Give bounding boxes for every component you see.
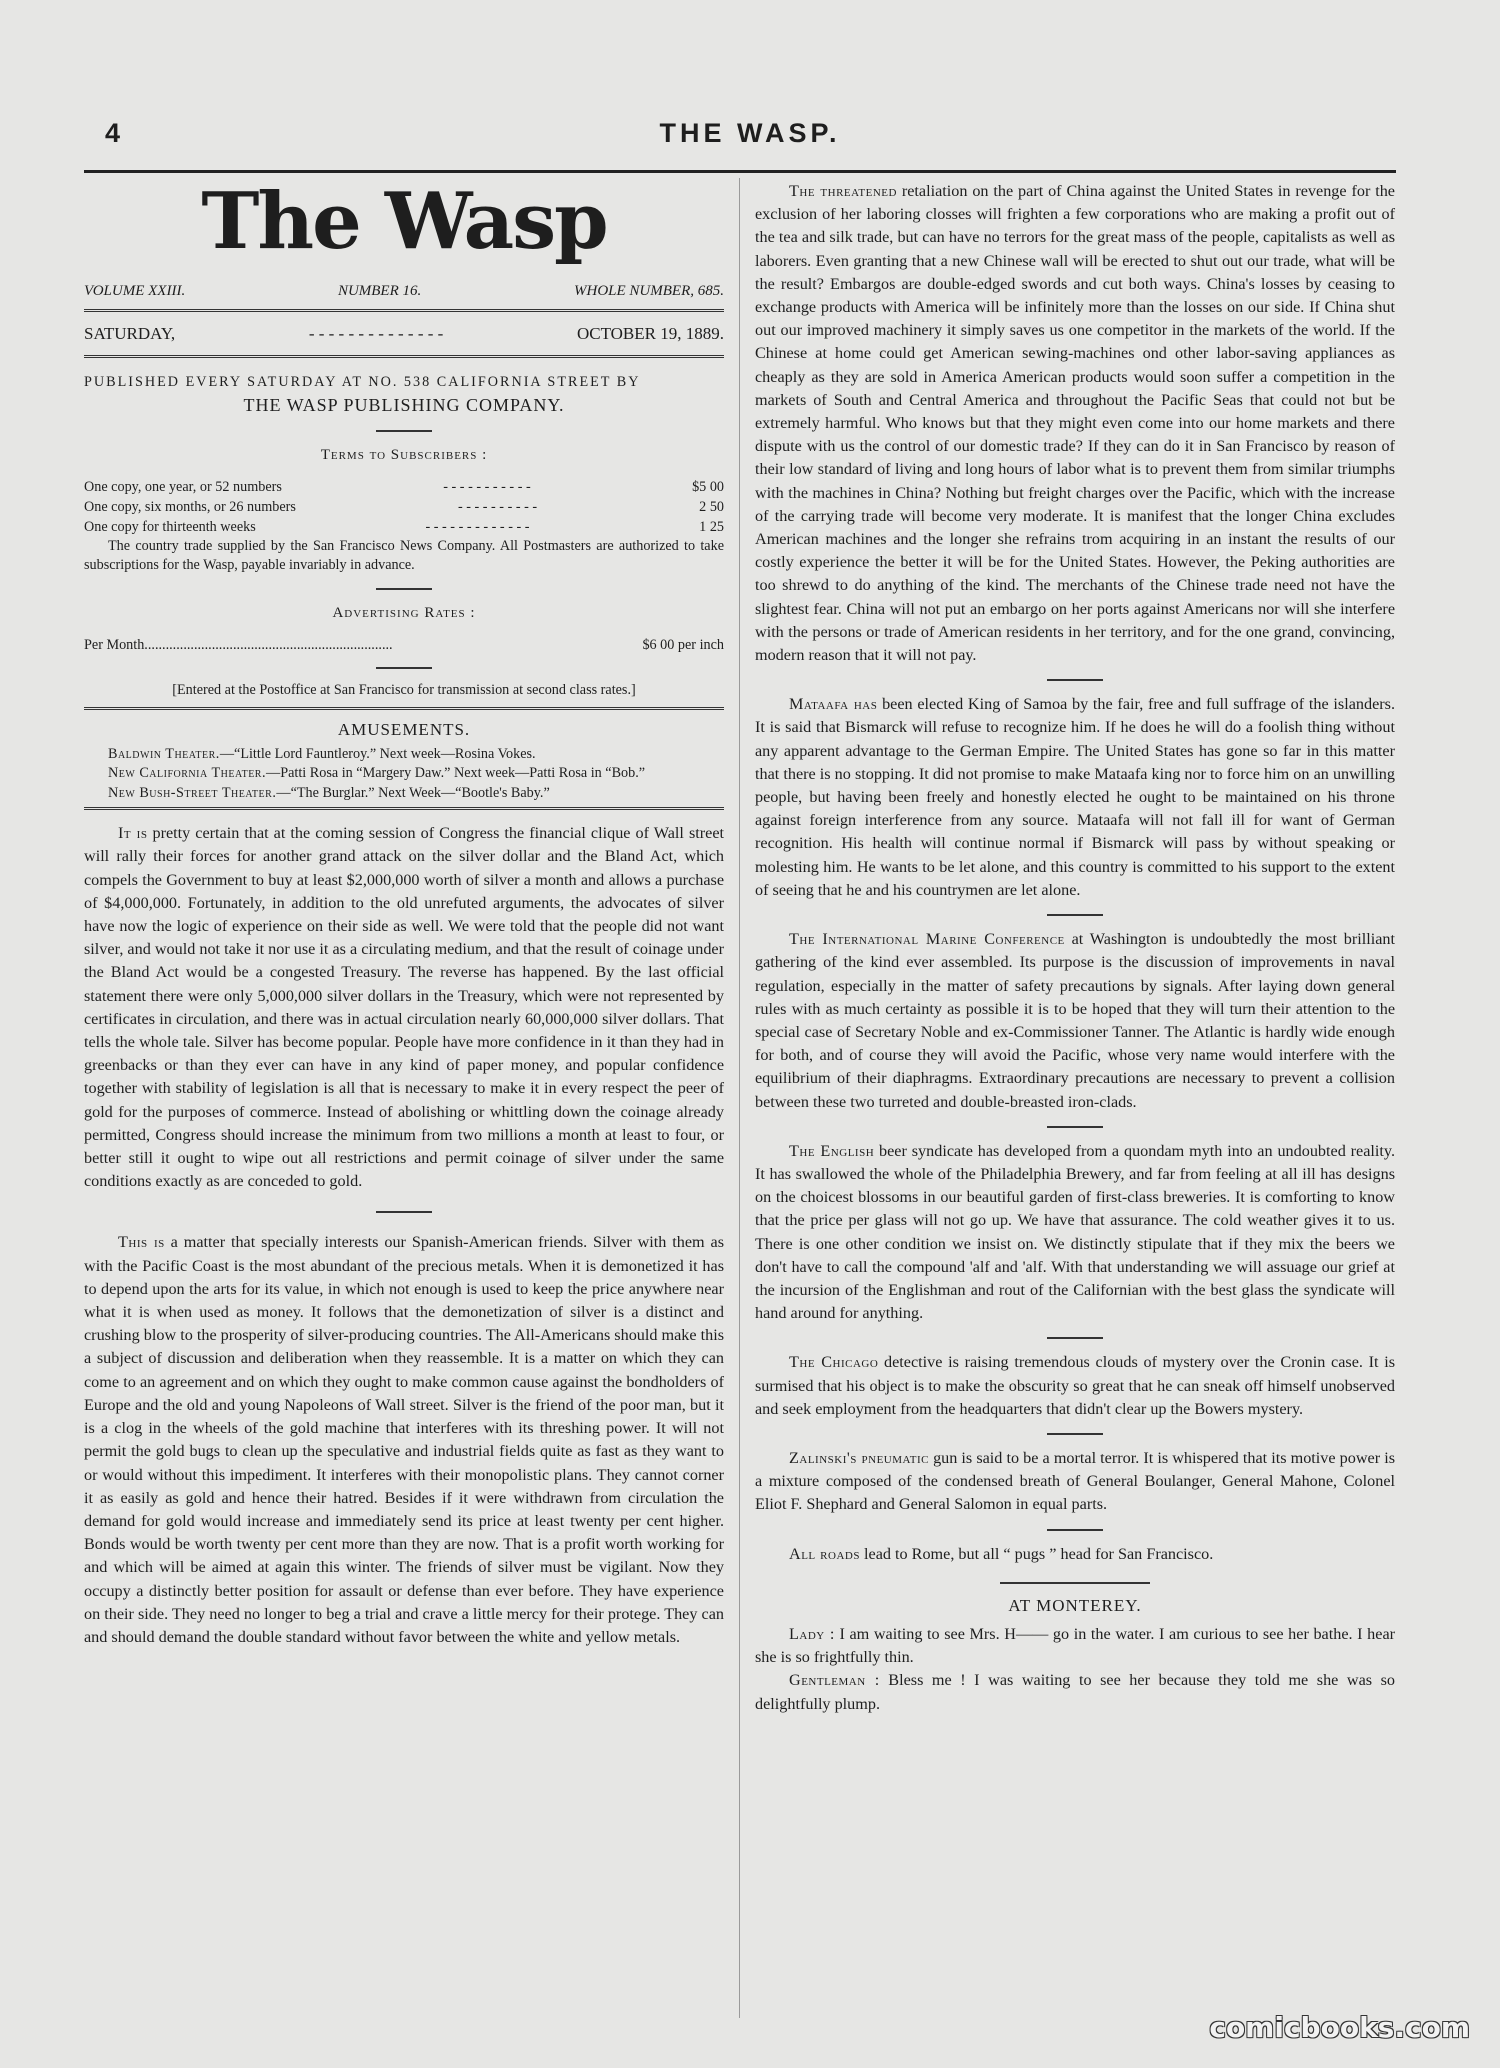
terms-row [84, 517, 724, 537]
terms-note: The country trade supplied by the San Francisco News Company. All Postmasters are authorized to take subscriptions for the Wasp, payable invariably in advance. [84, 537, 724, 574]
paragraph-text: lead to Rome, but all “ pugs ” head for San Francisco. [864, 1544, 1214, 1563]
short-rule [376, 667, 432, 669]
short-rule [1047, 679, 1103, 681]
dateline-day: SATURDAY, [84, 324, 176, 344]
paragraph-lead: It is [118, 824, 148, 843]
paragraph-text: at Washington is undoubtedly the most brilliant gathering of the kind ever assembled. Its purpose is the discussion of improvements in naval regulation, especially in the matter of safety precautions by signals. After laying down general rules with as much certainty as possible it is to be hoped that they will turn their attention to the special case of Secretary Noble and ex-Commissioner Tanner. The Atlantic is hardly wide enough for both, and of course they will avoid the Pacific, whose very name would interfere with the equilibrium of their diaphragms. Extraordinary precautions are necessary to prevent a collision between these two turreted and double-breasted iron-clads. [755, 930, 1396, 1111]
paragraph-lead: Zalinski's pneumatic [789, 1448, 929, 1467]
terms-dots: - - - - - - - - - - - [443, 478, 531, 495]
terms-row [84, 477, 724, 497]
editorial-paragraph [755, 1351, 1395, 1421]
amusement-text: —“Little Lord Fauntleroy.” Next week—Rosina Vokes. [219, 745, 536, 762]
theater-name: New California Theater. [108, 765, 267, 782]
page-number: 4 [105, 118, 121, 148]
advertising-heading: Advertising Rates : [332, 604, 476, 621]
short-rule [1000, 1582, 1150, 1584]
short-rule [1047, 914, 1103, 916]
theater-name: New Bush-Street Theater. [108, 784, 277, 801]
amusements-heading: AMUSEMENTS. [337, 719, 471, 739]
editorial-paragraph [84, 822, 724, 1193]
advertising-row [84, 635, 724, 655]
running-title: THE WASP. [659, 118, 841, 148]
speaker: Gentleman : [789, 1671, 880, 1690]
short-rule [376, 1211, 432, 1213]
short-rule [1047, 1433, 1103, 1435]
terms-label: One copy, one year, or 52 numbers [84, 478, 282, 495]
advertising-label: Per Month [84, 637, 145, 654]
section-rule [84, 807, 724, 810]
dialogue-text: Bless me ! I was waiting to see her because they told me she was so delightfully plump. [755, 1671, 1396, 1713]
right-column [755, 180, 1395, 1716]
paragraph-text: a matter that specially interests our Spanish-American friends. Silver with them as with the Pacific Coast is the most abundant of the precious metals. When it is demonetized it has to depend upon the arts for its value, in which not enough is used to keep the price anywhere near what it is when used as money. It follows that the demonetization of silver is a distinct and crushing blow to the prosperity of silver-producing countries. The All-Americans should make this a subject of discussion and deliberation when they reassemble. It is a matter on which they can come to an agreement and on which they ought to make common cause against the bondholders of Europe and the old and young Napoleons of Wall street. Silver is the friend of the poor man, but it is a clog in the wheels of the gold machine that interferes with its threshing power. It will not permit the gold bugs to clean up the speculative and industrial fields quite as fast as they want to or would without this impediment. It interferes with their monopolistic plans. They cannot corner it as easily as gold and hence their hatred. Besides if it were withdrawn from circulation the demand for gold would increase and immediately send its price at least twenty per cent higher. Bonds would be worth twenty per cent more than they are now. That is a profit worth working for and which will be aimed at again this winter. The friends of silver must be vigilant. Now they occupy a distinctly better position for assault or defense than ever before. They have experience on their side. They need no longer to beg a trial and crave a little mercy for their protege. They can and should demand the double standard without favor between the white and yellow metals. [84, 1233, 725, 1646]
editorial-paragraph [755, 1543, 1395, 1566]
paragraph-lead: All roads [789, 1544, 860, 1563]
masthead-rule [84, 309, 724, 312]
dateline [84, 322, 724, 345]
paragraph-text: detective is raising tremendous clouds of mystery over the Cronin case. It is surmised that his object is to make the obscurity so great that he can sneak off himself unobserved and seek employment from the headquarters that didn't clear up the Bowers mystery. [755, 1353, 1395, 1418]
theater-name: Baldwin Theater. [108, 745, 220, 762]
terms-price: 2 50 [699, 498, 724, 515]
dateline-date: OCTOBER 19, 1889. [576, 324, 724, 344]
editorial-paragraph [755, 1447, 1395, 1517]
editorial-paragraph [755, 180, 1395, 667]
editorial-paragraph [755, 693, 1395, 902]
paragraph-text: pretty certain that at the coming session of Congress the financial clique of Wall street will rally their forces for another grand attack on the silver dollar and the Bland Act, which compels the Government to buy at least $2,000,000 worth of silver a month and allows a purchase of $4,000,000. Fortunately, in addition to the old unrefuted arguments, the advocates of silver have now the logic of experience on their side as well. We were told that the people did not want silver, and would not take it nor use it as a circulating medium, and that the result of coinage under the Bland Act would be a congested Treasury. The reverse has happened. By the last official statement there were only 5,000,000 silver dollars in the Treasury, which were not represented by certificates in circulation, and there was in actual circulation nearly 60,000,000 silver dollars. That tells the whole tale. Silver has become popular. People have more confidence in it than they had in greenbacks or than they ever can have in any kind of paper money, and popular confidence together with stability of legislation is all that is necessary to make it in every respect the peer of gold for the purposes of commerce. Instead of abolishing or whittling down the coinage already permitted, Congress should increase the minimum from two millions a month at least to four, or better still it ought to wipe out all restrictions and permit coinage of silver under the same conditions exactly as are conceded to gold. [84, 824, 725, 1191]
speaker: Lady : [789, 1624, 835, 1643]
paragraph-text: beer syndicate has developed from a quondam myth into an undoubted reality. It has swallowed the whole of the Philadelphia Brewery, and far from feeling at all ill has designs on the choicest blossoms in our beautiful garden of first-class breweries. It is comforting to know that the price per glass will not go up. We have that assurance. The cold weather gives it to us. There is one other condition we insist on. We distinctly stipulate that if they mix the beers we don't have to call the compound 'alf and 'alf. With that understanding we will assuage our grief at the incursion of the Englishman and rout of the Californian with the best glass the syndicate will hand around for anything. [755, 1141, 1395, 1323]
amusement-item [84, 764, 724, 784]
amusement-item [84, 745, 724, 765]
terms-dots: - - - - - - - - - - [457, 498, 538, 515]
dateline-dashes: - - - - - - - - - - - - - - [308, 324, 444, 344]
terms-label: One copy for thirteenth weeks [84, 518, 256, 535]
dialogue-line [755, 1669, 1395, 1715]
watermark-logo: comicbooks.com [1209, 2011, 1470, 2044]
volume: VOLUME XXIII. [84, 283, 186, 299]
terms-price: $5 00 [692, 478, 724, 495]
terms-label: One copy, six months, or 26 numbers [84, 498, 296, 515]
short-rule [1047, 1337, 1103, 1339]
column-separator [739, 178, 740, 2018]
advertising-rate: $6 00 per inch [642, 637, 724, 654]
amusement-text: —“The Burglar.” Next Week—“Bootle's Baby.” [276, 784, 550, 801]
terms-heading: Terms to Subscribers : [320, 446, 488, 463]
paragraph-text: been elected King of Samoa by the fair, free and full suffrage of the islanders. It is said that Bismarck will refuse to recognize him. If he does he will do a foolish thing without any apparent advantage to the German Empire. The United States has gone so far in this matter that there is no stopping. It did not promise to make Mataafa king nor to force him on an unwilling people, but having been freely and honestly elected he ought to be maintained on his throne against foreign interference from any source. Mataafa will not fall ill for want of German recognition. His health will continue normal if Bismarck will pass by without speaking or molesting him. He wants to be let alone, and this country is committed to his support to the extent of seeing that he and his countrymen are let alone. [755, 695, 1395, 899]
terms-row [84, 497, 724, 517]
dateline-rule [84, 355, 724, 358]
dialogue-text: I am waiting to see Mrs. H—— go in the water. I am curious to see her bathe. I hear she is so frightfully thin. [755, 1624, 1396, 1667]
paragraph-lead: This is [118, 1233, 165, 1252]
short-rule [376, 430, 432, 432]
top-rule [84, 170, 1396, 173]
short-rule [1047, 1126, 1103, 1128]
paragraph-lead: The International Marine Conference [789, 930, 1065, 949]
terms-dots: - - - - - - - - - - - - - [425, 518, 530, 535]
editorial-paragraph [755, 928, 1395, 1114]
dialogue-line [755, 1623, 1395, 1669]
publisher-name: THE WASP PUBLISHING COMPANY. [243, 395, 565, 416]
paragraph-lead: The English [789, 1141, 875, 1160]
paragraph-text: gun is said to be a mortal terror. It is whispered that its motive power is a mixture composed of the condensed breath of General Boulanger, General Mahone, Colonel Eliot F. Shephard and General Salomon in equal parts. [755, 1448, 1395, 1514]
entered-notice: [Entered at the Postoffice at San Francisco for transmission at second class rates.] [172, 682, 636, 699]
terms-price: 1 25 [699, 518, 724, 535]
running-head [0, 118, 1500, 158]
masthead-title: The Wasp [201, 176, 607, 267]
volume-line [84, 280, 724, 303]
monterey-heading: AT MONTEREY. [1008, 1595, 1142, 1615]
paragraph-lead: The Chicago [789, 1353, 879, 1372]
paragraph-text: retaliation on the part of China against the United States in revenge for the exclusion of her laboring closses will frighten a few corporations who are making a profit out of the tea and silk trade, but can have no terrors for the great mass of the people, capitalists as well as laborers. Even granting that a new Chinese wall will be erected to shut out our trade, what will be the result? Embargos are double-edged swords and cut both ways. China's losses by ceasing to exchange products with America will be infinitely more than the losses on our side. If China shut out our improved machinery it simply saves us one competitor in the markets of the world. If the Chinese at home could get American sewing-machines ond other labor-saving appliances as cheaply as they are sold in America American products would soon suffer a competition in the markets of South and Central America and throughout the Pacific Seas that could not but be extremely harmful. Who knows but that they might even come into our home markets and there dispute with us the control of our domestic trade? If they can do it in San Francisco by reason of their low standard of living and long hours of labor what is to prevent them from similar triumphs with the machines in China? Nothing but freight charges over the Pacific, which with the increase of the carrying trade will become very moderate. It is manifest that the longer China excludes American machines and the longer she refrains trom acquiring in an instant the results of our costly experience the better it will be for the United States. However, the Peking authorities are too shrewd to do anything of the kind. The merchants of the Chinese trade need not have the slightest fear. China will not put an embargo on her ports against Americans nor will she interfere with the persons or trade of American residents in her territory, and for the one grand, convincing, modern reason that it will not pay. [755, 182, 1395, 665]
section-rule [84, 707, 724, 710]
editorial-paragraph [755, 1140, 1395, 1326]
paragraph-lead: The threatened [789, 182, 897, 200]
editorial-paragraph [84, 1231, 724, 1649]
short-rule [376, 588, 432, 590]
paragraph-lead: Mataafa has [789, 695, 878, 714]
whole-number: WHOLE NUMBER, 685. [574, 283, 724, 299]
left-column [84, 176, 725, 1649]
advertising-leader: ...................................................................... [144, 637, 393, 654]
publication-notice: PUBLISHED EVERY SATURDAY AT NO. 538 CALIFORNIA STREET BY [84, 374, 641, 391]
short-rule [1047, 1529, 1103, 1531]
terms-table [84, 477, 724, 537]
amusement-text: —Patti Rosa in “Margery Daw.” Next week—Patti Rosa in “Bob.” [266, 765, 646, 782]
amusement-item [84, 784, 724, 804]
issue-number: NUMBER 16. [337, 283, 422, 299]
